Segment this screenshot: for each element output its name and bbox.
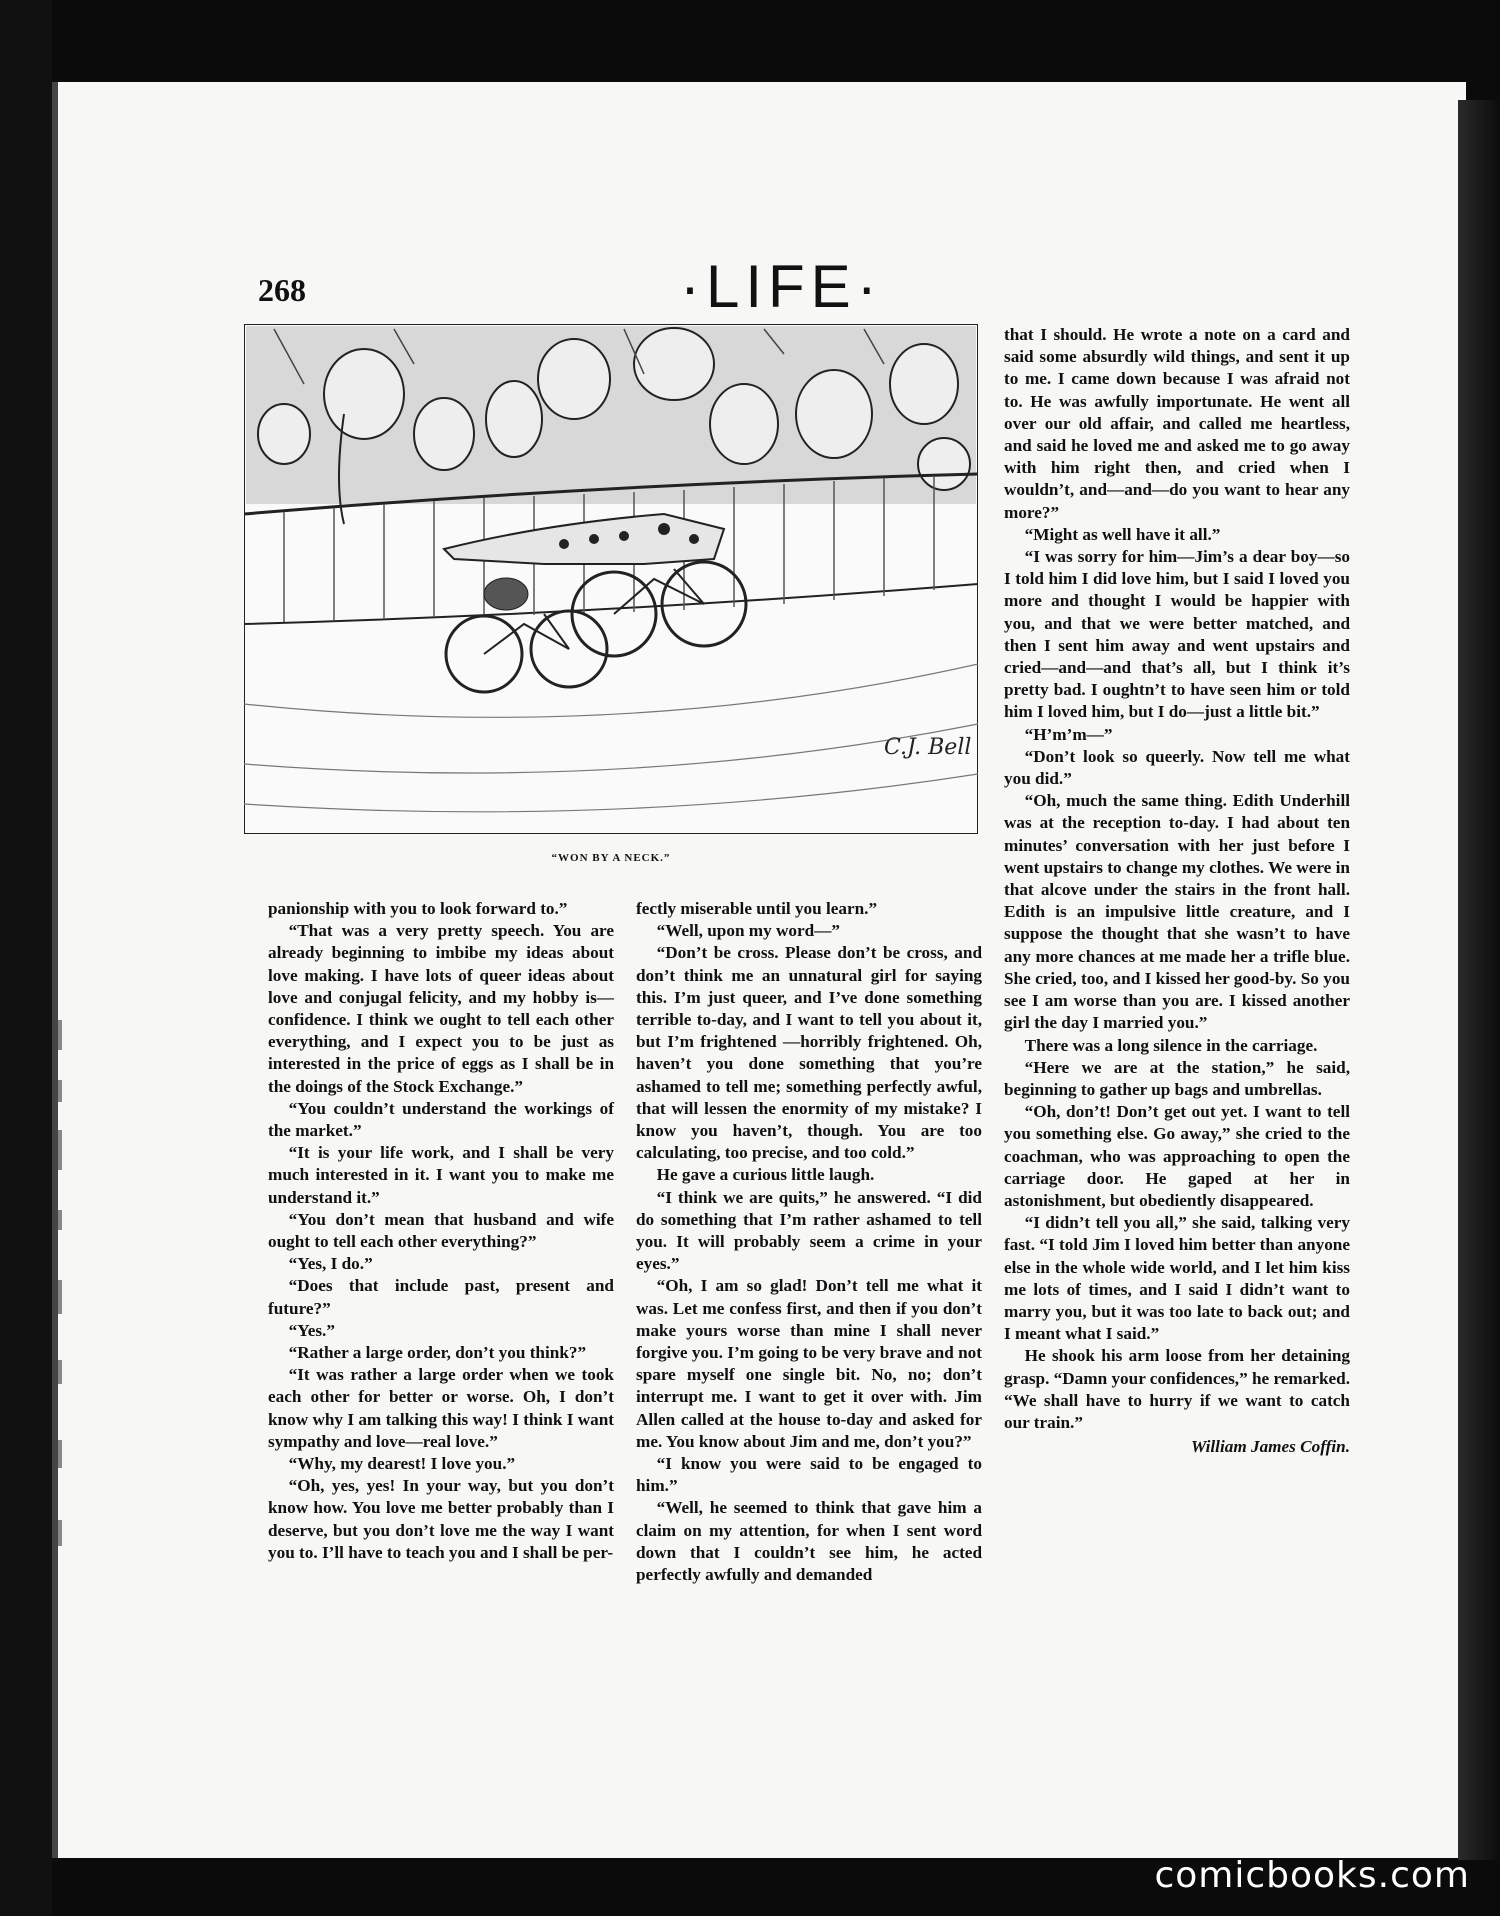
scan-border-left: [0, 0, 52, 1916]
paragraph: “Well, he seemed to think that gave him a claim on my attention, for when I sent word down that I couldn’t see him, he acted perfectly awfully and demanded: [636, 1498, 982, 1585]
paragraph: “It was rather a large order when we took each other for better or worse. Oh, I don’t know why I am talking this way! I think I want sympathy and love—real love.”: [268, 1365, 614, 1451]
paragraph: “Don’t be cross. Please don’t be cross, and don’t think me an unnatural girl for saying this. I’m just queer, and I’ve done something terrible to-day, and I want to tell you about it, but I’m frightened —horribly frightened. Oh, haven’t you done something that you’re ashamed to tell me; something perfectly awful, that will lessen the enormity of my mistake? I know you haven’t, though. You are too calculating, too precise, and too cold.”: [636, 943, 982, 1163]
illustration-signature: C.J. Bell: [884, 735, 972, 760]
illustration-caption: “WON BY A NECK.”: [551, 852, 671, 864]
paragraph: “You don’t mean that husband and wife ought to tell each other everything?”: [268, 1209, 614, 1252]
paragraph: “Why, my dearest! I love you.”: [288, 1454, 516, 1474]
author-signature: William James Coffin.: [1190, 1437, 1350, 1457]
cartoon-illustration: [244, 324, 978, 834]
page-number: 268: [258, 272, 306, 308]
text-column-right: [1004, 324, 1350, 1458]
paragraph: “Oh, I am so glad! Don’t tell me what it was. Let me confess first, and then if you don’t make yours worse than mine I shall never forgive you. I’m going to be very brave and not spare myself one single bit. No, no; don’t interrupt me. I want to get it over with. Jim Allen called at the house to-day and asked for me. You know about Jim and me, don’t you?”: [636, 1276, 982, 1451]
paragraph: “H’m’m—”: [1024, 724, 1113, 744]
paragraph: “Oh, much the same thing. Edith Underhill was at the reception to-day. I had about ten minutes’ conversation with her just before I went upstairs to change my clothes. We were in that alcove under the stairs in the front hall. Edith is an impulsive little creature, and I suppose the thought that she wasn’t to have any more chances at me made her a trifle blue. She cried, too, and I kissed her good-by. So you see I am worse than you are. I kissed another girl the day I married you.”: [1004, 791, 1350, 1033]
paragraph: “I think we are quits,” he answered. “I did do something that I’m rather ashamed to tell you. It will probably seem a crime in your eyes.”: [636, 1187, 982, 1274]
text-column-left: [268, 898, 614, 1564]
paragraph: that I should. He wrote a note on a card and said some absurdly wild things, and sent it up to me. I came down because I was afraid not to. He was awfully importunate. He went all over our old affair, and called me heartless, and said he loved me and asked me to go away with him right then, and cried when I wouldn’t, and—and—do you want to hear any more?”: [1004, 325, 1350, 522]
site-watermark: comicbooks.com: [1154, 1855, 1470, 1896]
paragraph: He shook his arm loose from her detaining grasp. “Damn your confidences,” he remarked. “We shall have to hurry if we want to catch our train.”: [1004, 1346, 1350, 1432]
masthead-title: ·LIFE·: [680, 253, 883, 320]
paragraph: “Well, upon my word—”: [656, 921, 840, 941]
paragraph: “Here we are at the station,” he said, beginning to gather up bags and umbrellas.: [1004, 1057, 1350, 1099]
text-column-middle: [636, 898, 982, 1586]
paragraph: He gave a curious little laugh.: [656, 1165, 875, 1185]
paragraph: “I was sorry for him—Jim’s a dear boy—so I told him I did love him, but I said I loved you more and thought I would be happier with you, and that we were better matched, and then I sent him away and went upstairs and cried—and—and that’s all, but I think it’s pretty bad. I oughtn’t to have seen him or told him I loved him, but I do—just a little bit.”: [1004, 547, 1350, 722]
paragraph: “You couldn’t understand the workings of the market.”: [268, 1098, 614, 1141]
paragraph: “Might as well have it all.”: [1024, 524, 1221, 544]
paragraph: “Yes.”: [288, 1320, 335, 1340]
binding-marks: [58, 1020, 64, 1560]
paragraph: fectly miserable until you learn.”: [636, 899, 878, 918]
page-edge-shadow: [1458, 100, 1500, 1860]
paragraph: “That was a very pretty speech. You are already beginning to imbibe my ideas about love making. I have lots of queer ideas about love and conjugal felicity, and my hobby is—confidence. I think we ought to tell each other everything, and I expect you to be just as interested in the price of eggs as I shall be in the doings of the Stock Exchange.”: [268, 921, 614, 1096]
paragraph: There was a long silence in the carriage.: [1024, 1035, 1318, 1055]
paragraph: “Does that include past, present and future?”: [268, 1276, 614, 1318]
paragraph: “I didn’t tell you all,” she said, talking very fast. “I told Jim I loved him better than anyone else in the whole wide world, and I let him kiss me lots of times, and I said I didn’t want to marry you, but it was too late to back out; and I meant what I said.”: [1004, 1213, 1350, 1344]
paragraph: “Oh, yes, yes! In your way, but you don’t know how. You love me better probably than I deserve, but you don’t love me the way I want you to. I’ll have to teach you and I shall be per-: [268, 1476, 614, 1562]
paragraph: “I know you were said to be engaged to him.”: [636, 1454, 982, 1496]
paragraph: “Yes, I do.”: [288, 1254, 373, 1274]
paragraph: panionship with you to look forward to.”: [268, 899, 568, 918]
paragraph: “Don’t look so queerly. Now tell me what you did.”: [1004, 746, 1350, 789]
paragraph: “It is your life work, and I shall be very much interested in it. I want you to make me understand it.”: [268, 1143, 614, 1207]
paragraph: “Oh, don’t! Don’t get out yet. I want to tell you something else. Go away,” she cried to the coachman, who was approaching to open the carriage door. He gaped at her in astonishment, but obediently disappeared.: [1004, 1102, 1350, 1210]
paragraph: “Rather a large order, don’t you think?”: [288, 1343, 587, 1363]
